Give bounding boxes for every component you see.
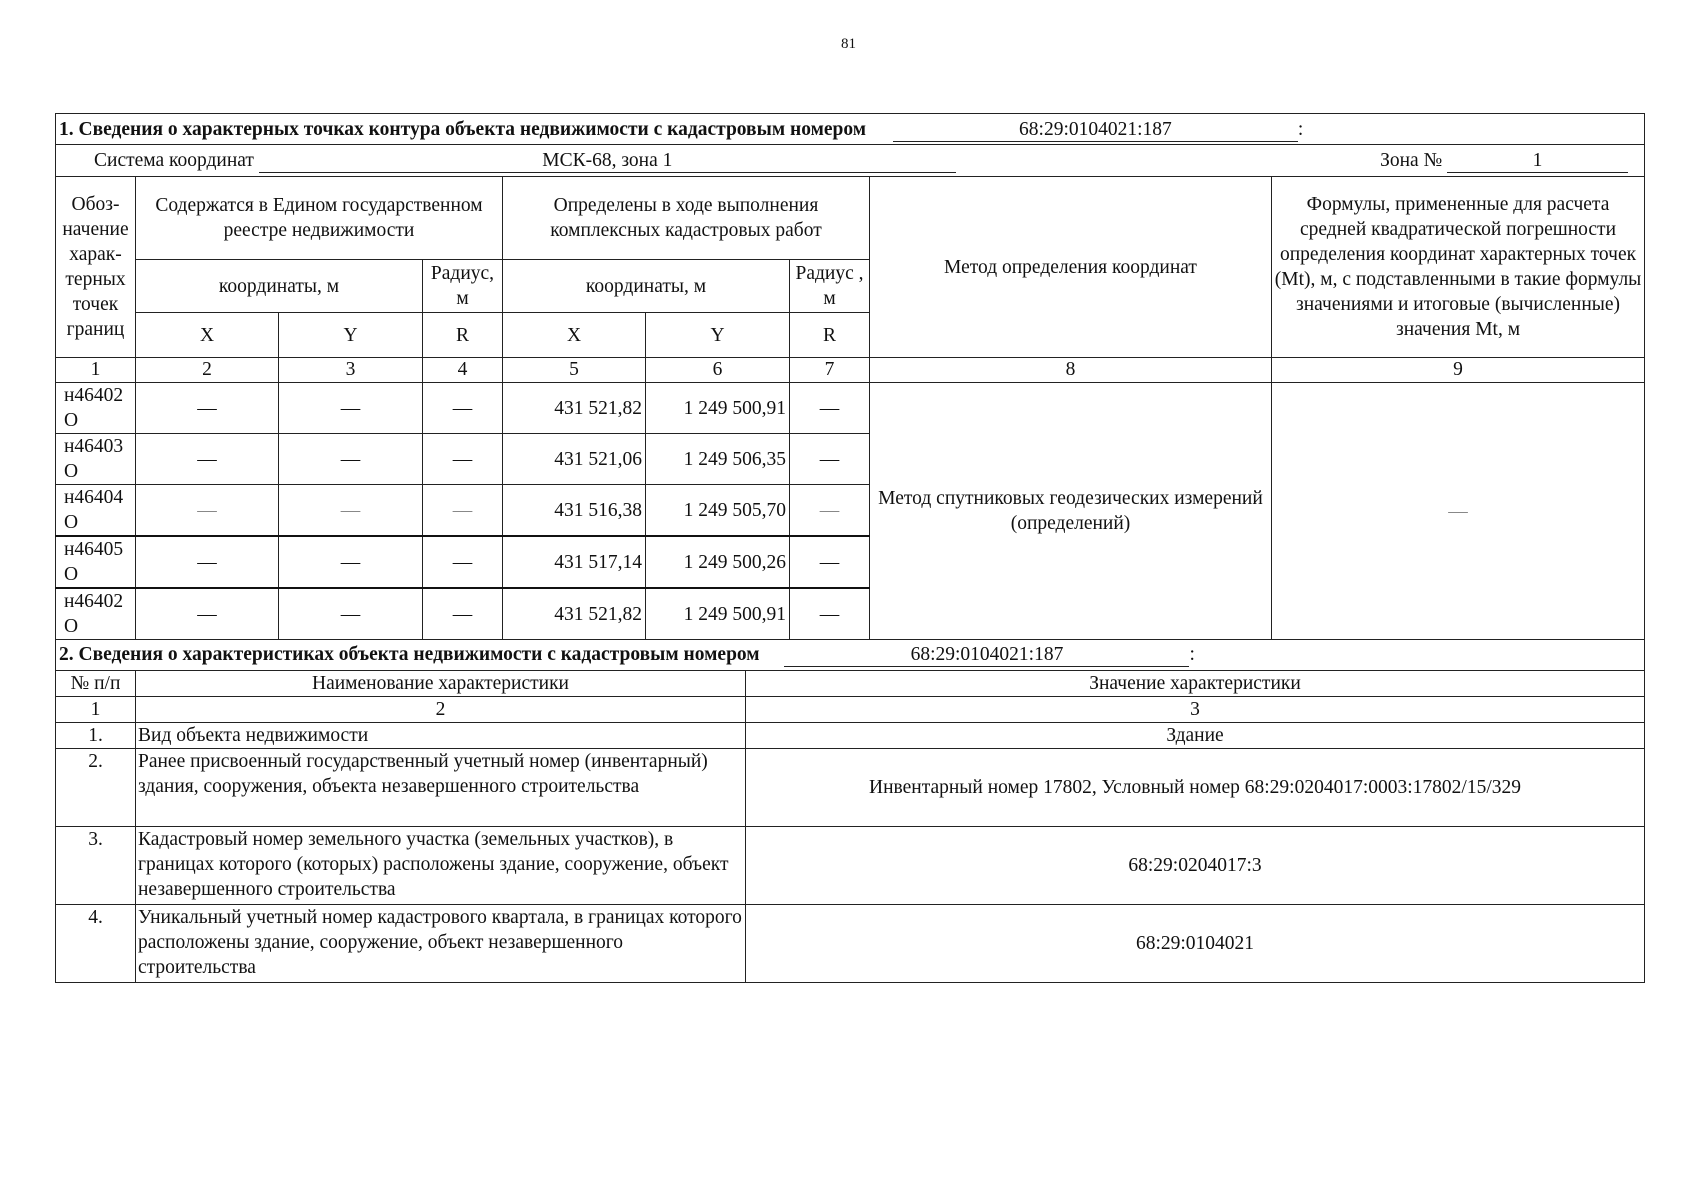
characteristic-row [56,722,1645,748]
point-x-egrn: — [136,536,279,588]
header-char-value: Значение характеристики [746,670,1645,696]
section1-title: 1. Сведения о характерных точках контура объекта недвижимости с кадастровым номером [59,118,867,140]
header-kkr-group: Определены в ходе выполнения комплексных кадастровых работ [503,177,870,260]
point-name: н46404 О [56,485,136,537]
header-method: Метод определения координат [870,177,1272,358]
section2-cadastral-number: 68:29:0104021:187 [784,644,1189,667]
zone-value: 1 [1447,150,1628,173]
point-y: 1 249 500,91 [646,383,790,434]
zone-label: Зона № [1380,150,1443,171]
header-egrn-r: R [423,313,503,358]
char-num: 3. [56,826,136,904]
point-r: — [790,383,870,434]
header-egrn-group: Содержатся в Едином государственном реестре недвижимости [136,177,503,260]
point-x: 431 517,14 [503,536,646,588]
point-r-egrn: — [423,588,503,640]
point-r: — [790,485,870,537]
page-number: 81 [841,36,856,52]
zone-block [1380,148,1628,173]
point-x-egrn: — [136,434,279,485]
characteristics-header-row [56,670,1645,696]
formula-value: — [1272,383,1645,640]
header-kkr-r: R [790,313,870,358]
point-x: 431 516,38 [503,485,646,537]
point-name: н46402 О [56,588,136,640]
char-name: Уникальный учетный номер кадастрового квартала, в границах которого расположены здание, сооружение, объект незавершенного строительства [136,904,746,982]
col-number: 1 [56,358,136,383]
char-num: 4. [56,904,136,982]
method-value: Метод спутниковых геодезических измерений (определений) [870,383,1272,640]
column-number-row [56,358,1645,383]
section1-cadastral-number: 68:29:0104021:187 [893,119,1298,142]
col-number: 8 [870,358,1272,383]
col-number: 2 [136,358,279,383]
point-x: 431 521,82 [503,383,646,434]
point-y-egrn: — [279,485,423,537]
col-number: 3 [279,358,423,383]
col-number: 6 [646,358,790,383]
header-char-name: Наименование характеристики [136,670,746,696]
point-y-egrn: — [279,383,423,434]
point-y-egrn: — [279,536,423,588]
char-name: Ранее присвоенный государственный учетный номер (инвентарный) здания, сооружения, объекта незавершенного строительства [136,748,746,826]
header-kkr-coords: координаты, м [503,260,790,313]
characteristics-number-row [56,696,1645,722]
header-kkr-radius: Радиус , м [790,260,870,313]
col-number: 1 [56,696,136,722]
section2-title-row [56,639,1645,670]
characteristics-table [55,639,1645,983]
header-egrn-y: Y [279,313,423,358]
header-egrn-radius: Радиус, м [423,260,503,313]
point-y: 1 249 500,91 [646,588,790,640]
point-r-egrn: — [423,434,503,485]
point-r-egrn: — [423,485,503,537]
col-number: 2 [136,696,746,722]
point-x-egrn: — [136,485,279,537]
section1-title-row [56,114,1645,145]
point-x: 431 521,06 [503,434,646,485]
point-r: — [790,434,870,485]
point-y-egrn: — [279,588,423,640]
char-num: 1. [56,722,136,748]
col-number: 4 [423,358,503,383]
point-name: н46405 О [56,536,136,588]
point-y-egrn: — [279,434,423,485]
characteristic-row [56,904,1645,982]
characteristic-row [56,748,1645,826]
header-kkr-x: X [503,313,646,358]
point-y: 1 249 506,35 [646,434,790,485]
header-egrn-x: X [136,313,279,358]
col-number: 9 [1272,358,1645,383]
point-r: — [790,588,870,640]
point-r-egrn: — [423,383,503,434]
point-y: 1 249 500,26 [646,536,790,588]
points-table [55,113,1645,640]
point-name: н46402 О [56,383,136,434]
point-r-egrn: — [423,536,503,588]
section2-title: 2. Сведения о характеристиках объекта недвижимости с кадастровым номером [59,644,760,665]
section1-colon: : [1297,118,1304,140]
coord-system-row [56,145,1645,177]
col-number: 5 [503,358,646,383]
point-row [56,383,1645,434]
point-x: 431 521,82 [503,588,646,640]
point-y: 1 249 505,70 [646,485,790,537]
point-x-egrn: — [136,383,279,434]
col-number: 7 [790,358,870,383]
char-name: Кадастровый номер земельного участка (земельных участков), в границах которого (которых) расположены здание, сооружение, объект незавершенного строительства [136,826,746,904]
char-value: Инвентарный номер 17802, Условный номер 68:29:0204017:0003:17802/15/329 [746,748,1645,826]
header-egrn-coords: координаты, м [136,260,423,313]
char-num: 2. [56,748,136,826]
point-name: н46403 О [56,434,136,485]
char-value: Здание [746,722,1645,748]
cadastral-document [55,113,1644,983]
char-value: 68:29:0104021 [746,904,1645,982]
coord-system-label: Система координат [94,150,254,171]
char-value: 68:29:0204017:3 [746,826,1645,904]
point-x-egrn: — [136,588,279,640]
header-designation: Обоз-начение харак-терных точек границ [56,177,136,358]
header-num: № п/п [56,670,136,696]
char-name: Вид объекта недвижимости [136,722,746,748]
header-kkr-y: Y [646,313,790,358]
point-r: — [790,536,870,588]
section2-colon: : [1189,644,1195,665]
header-formulas: Формулы, примененные для расчета средней квадратической погрешности определения координат характерных точек (Mt), м, с подставленными в такие формулы значениями и итоговые (вычисленные) значения Mt, м [1272,177,1645,358]
characteristic-row [56,826,1645,904]
coord-system-value: МСК-68, зона 1 [259,150,956,173]
col-number: 3 [746,696,1645,722]
